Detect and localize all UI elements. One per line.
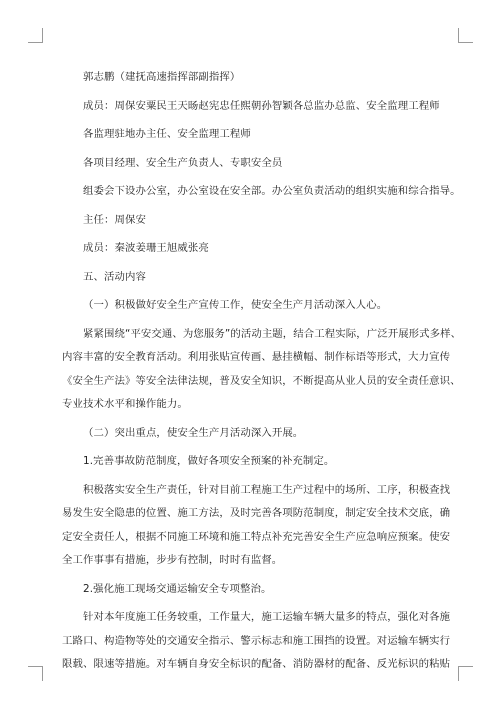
text-line: 成员：周保安粟民王天旸赵宪忠任熙朝孙智颖各总监办总监、安全监理工程师 xyxy=(83,99,440,112)
text-line: 紧紧围绕“平安交通、为您服务”的活动主题，结合工程实际，广泛开展形式多样、 xyxy=(83,327,462,340)
text-line: 积极落实安全生产责任，针对目前工程施工生产过程中的场所、工序，积极查找 xyxy=(83,483,451,496)
text-line: 主任：周保安 xyxy=(83,213,146,226)
item-heading: 1.完善事故防范制度，做好各项安全预案的补充制定。 xyxy=(83,455,335,467)
crop-mark-bottom-left xyxy=(28,666,43,681)
text-line: 工路口、构造物等处的交通安全指示、警示标志和施工围挡的设置。对运输车辆实行 xyxy=(62,634,451,647)
crop-mark-top-left xyxy=(28,28,43,43)
text-line: 《安全生产法》等安全法律法规，普及安全知识，不断提高从业人员的安全责任意识、 xyxy=(62,374,461,387)
text-line: 成员：秦波姜珊王旭威张亮 xyxy=(83,242,209,254)
text-line: 各项目经理、安全生产负责人、专职安全员 xyxy=(83,156,283,169)
text-line: 针对本年度施工任务较重，工作量大，施工运输车辆大量多的特点，强化对各施 xyxy=(83,611,451,623)
text-line: 易发生安全隐患的位置、施工方法，及时完善各项防范制度，制定安全技术交底，确 xyxy=(62,507,451,519)
subsection-heading: （一）积极做好安全生产宣传工作，使安全生产月活动深入人心。 xyxy=(83,299,388,311)
text-line: 专业技术水平和操作能力。 xyxy=(62,398,188,410)
document-body xyxy=(62,66,462,677)
crop-mark-bottom-right xyxy=(458,666,473,681)
text-line: 定安全责任人，根据不同施工环境和施工特点补充完善安全生产应急响应预案。使安 xyxy=(62,530,451,543)
section-heading: 五、活动内容 xyxy=(83,270,146,283)
text-line: 内容丰富的安全教育活动。利用张贴宣传画、悬挂横幅、制作标语等形式，大力宣传 xyxy=(62,351,451,363)
text-line: 全工作事事有措施，步步有控制，时时有监督。 xyxy=(62,554,283,566)
text-line: 限载、限速等措施。对车辆自身安全标识的配备、消防器材的配备、反光标识的粘贴 xyxy=(62,658,451,670)
item-heading: 2.强化施工现场交通运输安全专项整治。 xyxy=(83,582,272,595)
subsection-heading: （二）突出重点，使安全生产月活动深入开展。 xyxy=(83,426,304,439)
text-line: 各监理驻地办主任、安全监理工程师 xyxy=(83,128,251,140)
text-line: 组委会下设办公室，办公室设在安全部。办公室负责活动的组织实施和综合指导。 xyxy=(83,185,461,197)
crop-mark-top-right xyxy=(458,28,473,43)
text-line: 郭志鹏（建抚高速指挥部副指挥） xyxy=(83,71,241,83)
